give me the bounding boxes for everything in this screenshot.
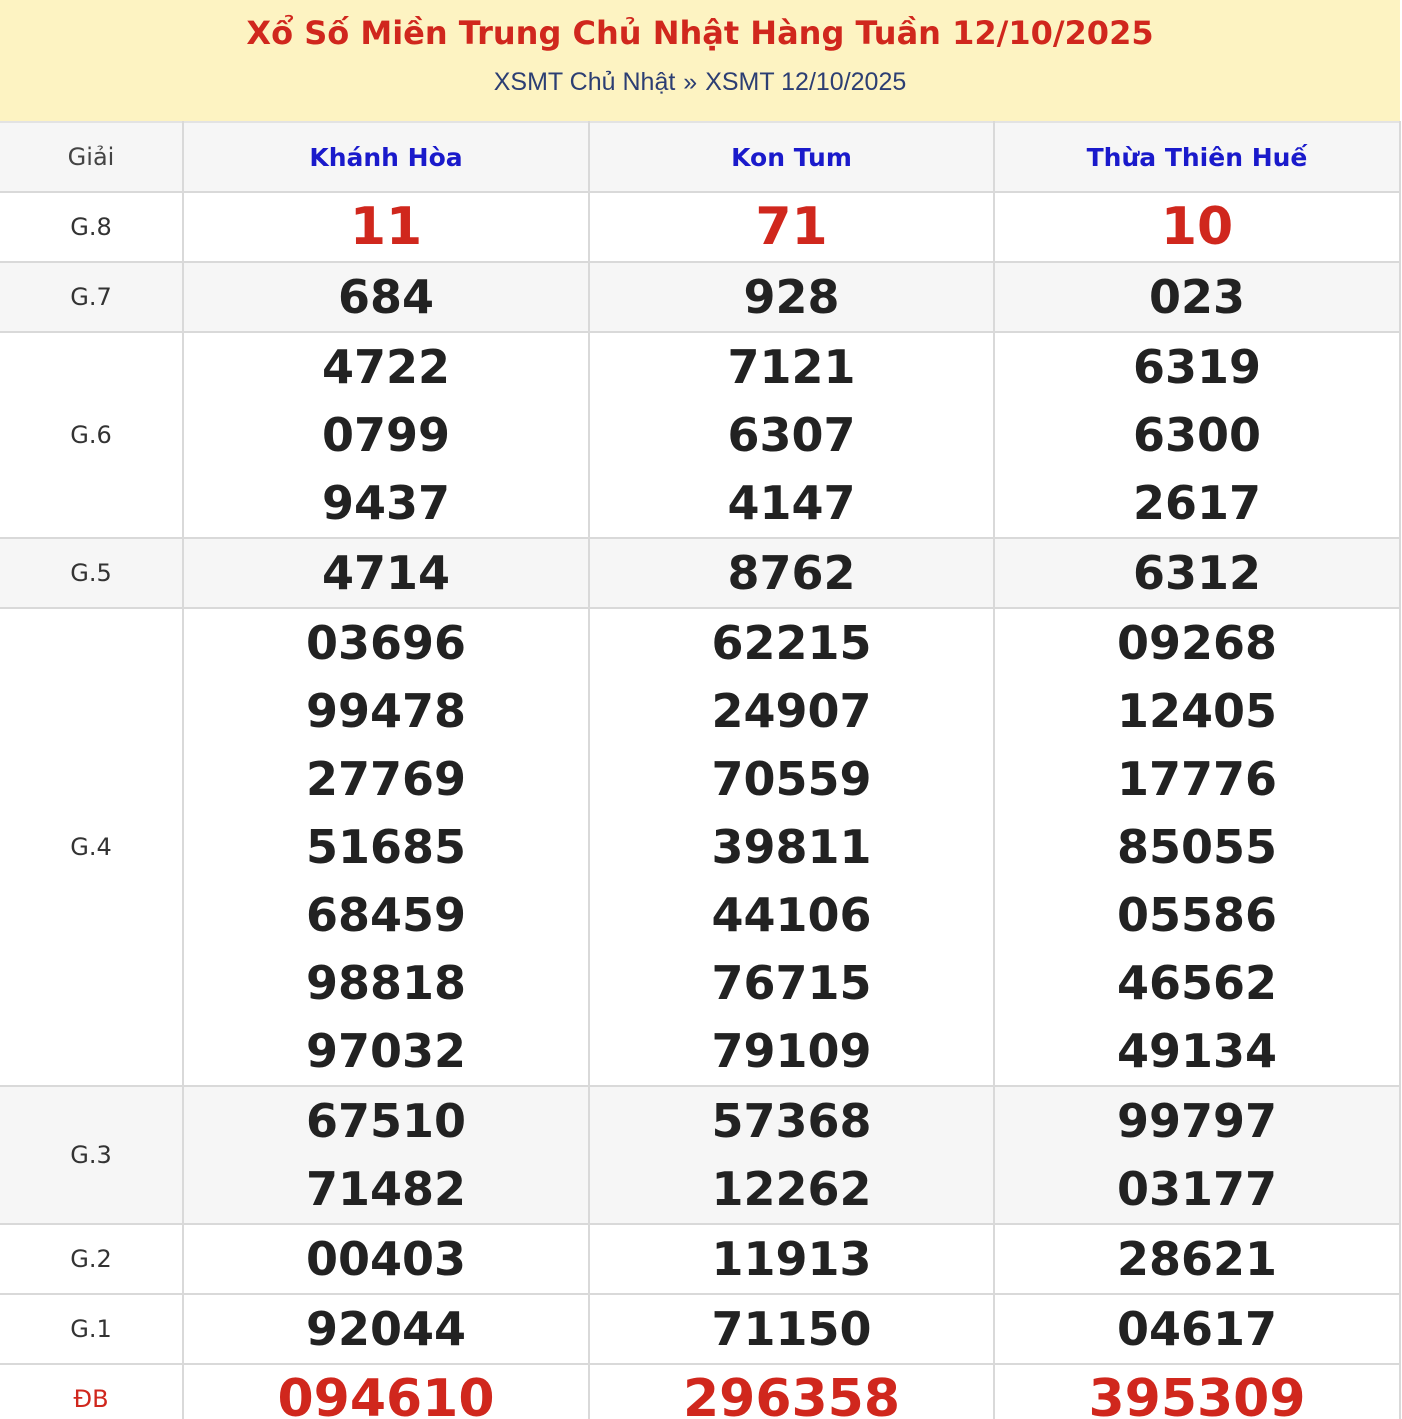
lottery-number: 6312 — [1132, 546, 1262, 600]
prize-column-header: Giải — [0, 122, 183, 192]
lottery-number: 49134 — [1116, 1024, 1278, 1078]
result-cell — [994, 1086, 1400, 1224]
result-cell — [589, 608, 994, 1086]
result-cell — [589, 1364, 994, 1419]
table-row — [0, 1086, 1400, 1224]
prize-label: G.7 — [0, 262, 183, 332]
lottery-number: 57368 — [711, 1094, 872, 1148]
result-cell — [589, 1224, 994, 1294]
result-cell — [994, 608, 1400, 1086]
lottery-number: 76715 — [711, 956, 872, 1010]
results-table — [0, 121, 1401, 1419]
prize-label: G.2 — [0, 1224, 183, 1294]
lottery-number: 2617 — [1132, 476, 1262, 530]
lottery-number: 684 — [337, 270, 435, 324]
lottery-number: 0799 — [321, 408, 451, 462]
lottery-number: 8762 — [727, 546, 856, 600]
lottery-number: 04617 — [1116, 1302, 1278, 1356]
result-cell — [994, 538, 1400, 608]
breadcrumb-link-day[interactable]: XSMT Chủ Nhật — [493, 68, 676, 96]
table-row — [0, 608, 1400, 1086]
lottery-number: 928 — [743, 270, 840, 324]
table-row — [0, 192, 1400, 262]
province-header-thua-thien-hue[interactable]: Thừa Thiên Huế — [994, 122, 1400, 192]
result-cell — [183, 262, 589, 332]
lottery-number: 6307 — [727, 408, 856, 462]
result-cell — [994, 332, 1400, 538]
result-cell — [183, 332, 589, 538]
table-row — [0, 262, 1400, 332]
prize-label: G.3 — [0, 1086, 183, 1224]
lottery-number: 70559 — [711, 752, 872, 806]
result-cell — [183, 1224, 589, 1294]
lottery-number: 99478 — [305, 684, 467, 738]
lottery-number: 11 — [349, 197, 423, 257]
prize-label: G.5 — [0, 538, 183, 608]
lottery-number: 17776 — [1116, 752, 1278, 806]
result-cell — [994, 262, 1400, 332]
lottery-number: 92044 — [305, 1302, 467, 1356]
table-header-row — [0, 122, 1400, 192]
breadcrumb-separator: » — [683, 68, 698, 96]
lottery-number: 27769 — [305, 752, 467, 806]
lottery-number: 28621 — [1116, 1232, 1278, 1286]
lottery-number: 99797 — [1116, 1094, 1278, 1148]
lottery-number: 12405 — [1116, 684, 1278, 738]
lottery-number: 71150 — [711, 1302, 872, 1356]
lottery-number: 67510 — [305, 1094, 467, 1148]
lottery-number: 4147 — [727, 476, 856, 530]
prize-label: G.8 — [0, 192, 183, 262]
lottery-number: 296358 — [682, 1369, 901, 1419]
lottery-number: 00403 — [305, 1232, 467, 1286]
lottery-number: 03177 — [1116, 1162, 1278, 1216]
result-cell — [589, 262, 994, 332]
result-cell — [589, 538, 994, 608]
lottery-number: 46562 — [1116, 956, 1278, 1010]
result-cell — [589, 192, 994, 262]
result-cell — [183, 192, 589, 262]
result-cell — [589, 1086, 994, 1224]
result-cell — [183, 1294, 589, 1364]
lottery-number: 4722 — [321, 340, 451, 394]
lottery-number: 094610 — [277, 1369, 495, 1419]
lottery-number: 023 — [1148, 270, 1246, 324]
lottery-number: 71482 — [305, 1162, 467, 1216]
table-row — [0, 538, 1400, 608]
lottery-number: 6319 — [1132, 340, 1262, 394]
result-cell — [183, 538, 589, 608]
lottery-number: 395309 — [1088, 1369, 1306, 1419]
lottery-number: 62215 — [711, 616, 872, 670]
lottery-number: 7121 — [727, 340, 856, 394]
lottery-number: 68459 — [305, 888, 467, 942]
result-cell — [183, 1086, 589, 1224]
province-header-khanh-hoa[interactable]: Khánh Hòa — [183, 122, 589, 192]
result-cell — [183, 1364, 589, 1419]
prize-label: G.1 — [0, 1294, 183, 1364]
lottery-number: 24907 — [711, 684, 872, 738]
table-row — [0, 332, 1400, 538]
table-row — [0, 1224, 1400, 1294]
breadcrumb — [0, 68, 1400, 97]
lottery-number: 09268 — [1116, 616, 1278, 670]
result-cell — [589, 1294, 994, 1364]
lottery-number: 6300 — [1132, 408, 1262, 462]
breadcrumb-link-date[interactable]: XSMT 12/10/2025 — [705, 68, 907, 96]
lottery-number: 44106 — [711, 888, 872, 942]
result-cell — [994, 1224, 1400, 1294]
lottery-number: 97032 — [305, 1024, 467, 1078]
result-cell — [994, 1294, 1400, 1364]
lottery-number: 71 — [755, 197, 828, 257]
lottery-number: 9437 — [321, 476, 451, 530]
lottery-number: 03696 — [305, 616, 467, 670]
lottery-number: 10 — [1160, 197, 1234, 257]
table-row — [0, 1294, 1400, 1364]
lottery-number: 4714 — [321, 546, 451, 600]
lottery-number: 05586 — [1116, 888, 1278, 942]
prize-label: ĐB — [0, 1364, 183, 1419]
table-row — [0, 1364, 1400, 1419]
lottery-number: 79109 — [711, 1024, 872, 1078]
result-cell — [589, 332, 994, 538]
result-cell — [183, 608, 589, 1086]
lottery-number: 11913 — [711, 1232, 872, 1286]
province-header-kon-tum[interactable]: Kon Tum — [589, 122, 994, 192]
result-cell — [994, 192, 1400, 262]
page-title: Xổ Số Miền Trung Chủ Nhật Hàng Tuần 12/10/2025 — [246, 14, 1154, 52]
lottery-number: 39811 — [711, 820, 872, 874]
prize-label: G.4 — [0, 608, 183, 1086]
page-header — [0, 0, 1400, 121]
prize-label: G.6 — [0, 332, 183, 538]
lottery-number: 85055 — [1116, 820, 1278, 874]
lottery-number: 98818 — [305, 956, 467, 1010]
result-cell — [994, 1364, 1400, 1419]
lottery-number: 51685 — [305, 820, 467, 874]
lottery-number: 12262 — [711, 1162, 872, 1216]
